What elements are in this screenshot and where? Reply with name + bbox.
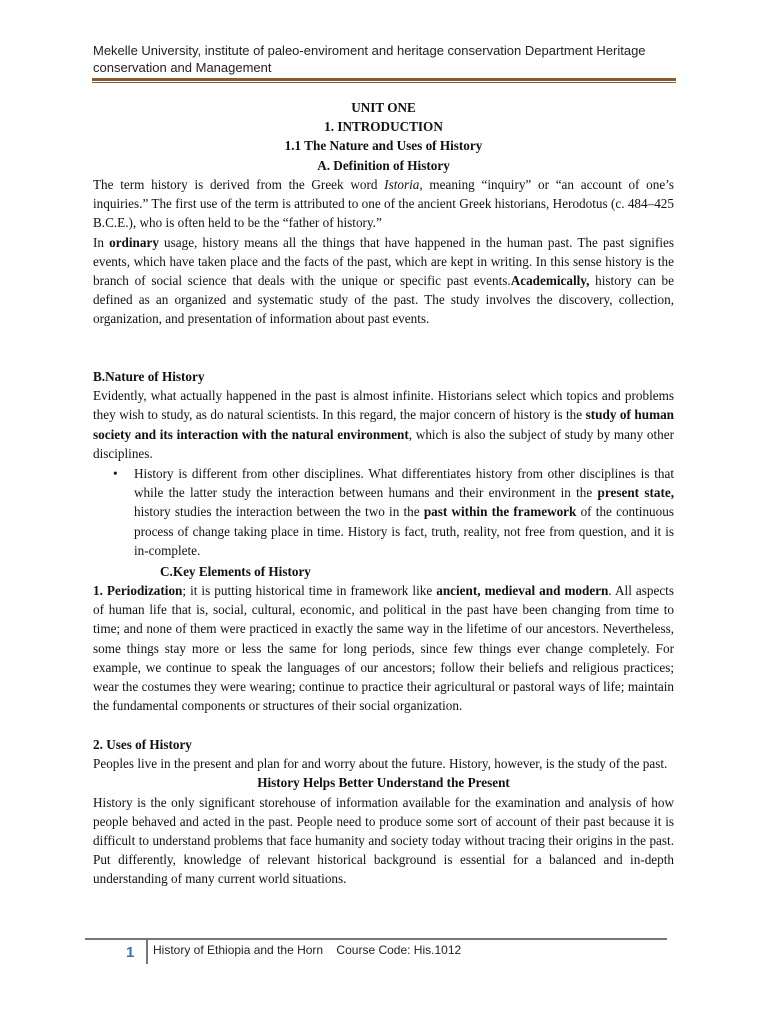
introduction-heading: 1. INTRODUCTION — [324, 119, 443, 135]
list-item: • History is different from other disciplines. What differentiates history from other disciplines is that while the latter study the interaction between humans and their environment in the present state, history studies the interaction between the two in the past within the framework of the continuous process of change taking place in time. History is fact, truth, reality, not free from question, and it is in-complete. — [113, 466, 674, 558]
uses-section — [93, 735, 674, 889]
unit-heading: UNIT ONE — [351, 100, 416, 115]
bullet-icon: • — [113, 466, 118, 481]
uses-heading: 2. Uses of History — [93, 737, 192, 752]
footer-rule — [85, 938, 667, 940]
periodization-paragraph: 1. Periodization; it is putting historical time in framework like ancient, medieval and modern. All aspects of human life that is, social, cultural, economic, and political in the past have been changing from time to time; and none of them were practiced in exactly the same way in the lifetime of our ancestors. Nevertheless, some things stay more or less the same for long periods, since few things ever change completely. For example, we continue to speak the languages of our ancestors; follow their beliefs and religious practices; wear the costumes they were wearing; continue to practice their agricultural or pastoral ways of life; maintain the fundamental components or structures of their social organization. — [93, 583, 674, 714]
definition-paragraph-2: In ordinary usage, history means all the things that have happened in the human past. The past signifies events, which have taken place and the facts of the past, which are kept in writing. In this sense history is the branch of social science that deals with the unique or specific past events.Academically, history can be defined as an organized and systematic study of the past. The study involves the discovery, collection, organization, and presentation of information about past events. — [93, 234, 674, 327]
key-elements-heading: C.Key Elements of History — [160, 564, 311, 579]
title-block — [93, 98, 674, 175]
page-number: 1 — [126, 944, 135, 961]
present-paragraph: History is the only significant storehouse of information available for the examination and analysis of how people behaved and acted in the past. People need to produce some sort of account of their past because it is difficult to understand problems that face humanity and society today without tracing their origins in the past. Put differently, knowledge of relevant historical background is essential for a balanced and in-depth understanding of many current world situations. — [93, 794, 674, 887]
footer-course-info: History of Ethiopia and the Horn Course Code: His.1012 — [153, 943, 462, 957]
nature-heading: B.Nature of History — [93, 369, 205, 384]
definition-heading: A. Definition of History — [317, 157, 450, 173]
uses-paragraph: Peoples live in the present and plan for and worry about the future. History, however, is the study of the past. — [93, 756, 668, 772]
nature-bullet-list — [113, 464, 674, 560]
definition-section — [93, 175, 674, 329]
header-rule-thick — [92, 78, 676, 81]
running-header: Mekelle University, institute of paleo-enviroment and heritage conservation Department Heritage conservation and Management — [93, 43, 646, 75]
header-rule-thin — [92, 82, 676, 83]
footer-divider — [146, 940, 148, 964]
nature-section — [93, 367, 674, 463]
nature-paragraph: Evidently, what actually happened in the past is almost infinite. Historians select which topics and problems they wish to study, as do natural scientists. In this regard, the major concern of history is the study of human society and its interaction with the natural environment, which is also the subject of study by many other disciplines. — [93, 388, 674, 461]
uses-subheading: History Helps Better Understand the Present — [257, 775, 510, 791]
key-elements-section — [93, 581, 674, 715]
section-heading: 1.1 The Nature and Uses of History — [284, 138, 483, 154]
definition-paragraph-1: The term history is derived from the Greek word Istoria, meaning “inquiry” or “an account of one’s inquiries.” The first use of the term is attributed to one of the ancient Greek historians, Herodotus (c. 484–425 B.C.E.), who is often held to be the “father of history.” — [93, 177, 674, 231]
